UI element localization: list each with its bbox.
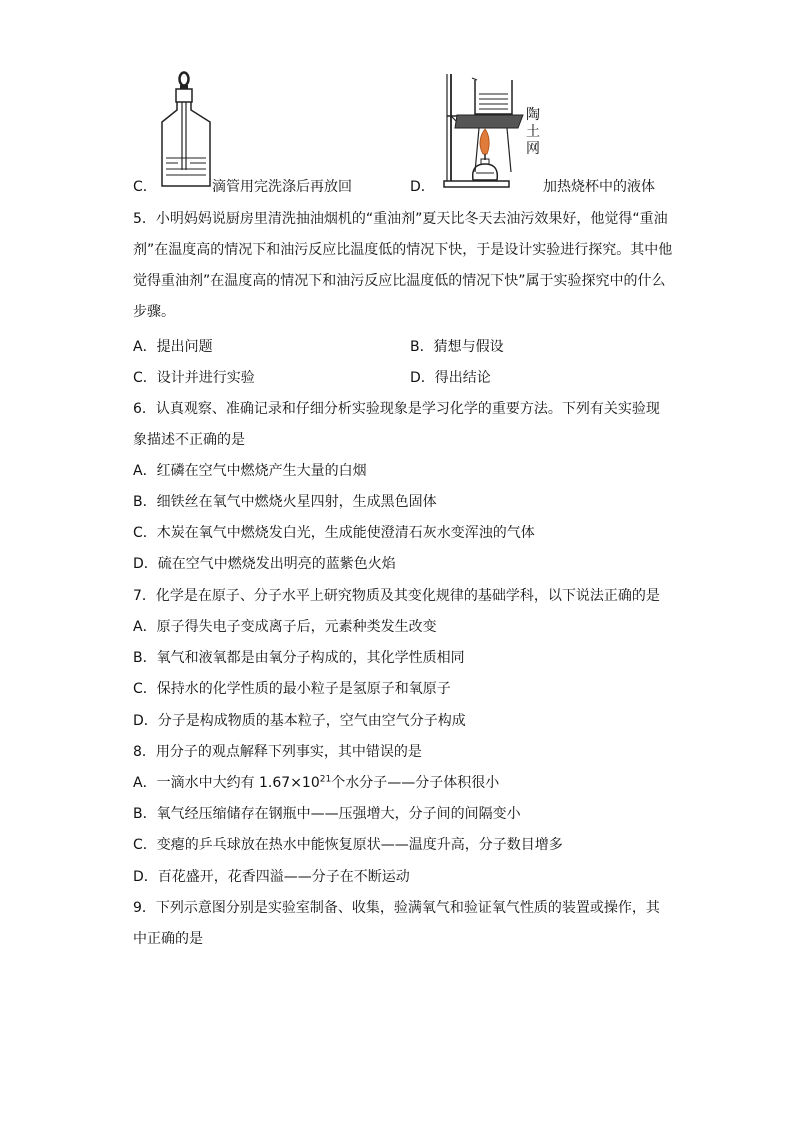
q8-option-a-prefix: A．一滴水中大约有 1.67×10	[133, 775, 320, 791]
q8-option-c: C．变瘪的乒乓球放在热水中能恢复原状——温度升高，分子数目增多	[133, 837, 563, 853]
q6-option-a: A．红磷在空气中燃烧产生大量的白烟	[133, 463, 367, 479]
option-d-letter: D．	[410, 179, 435, 195]
q5-option-a: A．提出问题	[133, 339, 213, 355]
q6-stem-line-2: 象描述不正确的是	[133, 432, 245, 448]
q7-option-a: A．原子得失电子变成离子后，元素种类发生改变	[133, 619, 437, 635]
q9-stem-line-1: 9．下列示意图分别是实验室制备、收集，验满氧气和验证氧气性质的装置或操作，其	[133, 900, 660, 916]
q8-option-a	[133, 774, 499, 792]
q8-option-b: B．氧气经压缩储存在钢瓶中——压强增大，分子间的间隔变小	[133, 806, 521, 822]
option-d-caption: 加热烧杯中的液体	[543, 179, 655, 195]
q5-stem-line-1: 5．小明妈妈说厨房里清洗抽油烟机的“重油剂”夏天比冬天去油污效果好，他觉得“重油	[133, 211, 668, 227]
q7-option-b: B．氧气和液氧都是由氧分子构成的，其化学性质相同	[133, 650, 465, 666]
option-c-letter: C．	[133, 179, 157, 195]
dropper-bottle-illustration	[158, 70, 218, 190]
q5-option-d: D．得出结论	[410, 370, 491, 386]
q9-stem-line-2: 中正确的是	[133, 931, 203, 947]
q7-stem: 7．化学是在原子、分子水平上研究物质及其变化规律的基础学科，以下说法正确的是	[133, 588, 660, 604]
option-c-caption: 滴管用完洗涤后再放回	[212, 179, 352, 195]
q8-stem: 8．用分子的观点解释下列事实，其中错误的是	[133, 744, 422, 760]
q5-stem-line-3: 觉得重油剂”在温度高的情况下和油污反应比温度低的情况下快”属于实验探究中的什么	[133, 273, 666, 289]
q8-option-a-exponent: 21	[319, 774, 332, 785]
q5-option-c: C．设计并进行实验	[133, 370, 255, 386]
q6-stem-line-1: 6．认真观察、准确记录和仔细分析实验现象是学习化学的重要方法。下列有关实验现	[133, 401, 660, 417]
gauze-label-2: 土	[526, 124, 540, 140]
q6-option-d: D．硫在空气中燃烧发出明亮的蓝紫色火焰	[133, 556, 396, 572]
q7-option-c: C．保持水的化学性质的最小粒子是氢原子和氧原子	[133, 681, 451, 697]
q8-option-d: D．百花盛开，花香四溢——分子在不断运动	[133, 869, 410, 885]
q6-option-c: C．木炭在氧气中燃烧发白光，生成能使澄清石灰水变浑浊的气体	[133, 525, 535, 541]
q5-option-b: B．猜想与假设	[410, 339, 504, 355]
q5-stem-line-2: 剂”在温度高的情况下和油污反应比温度低的情况下快，于是设计实验进行探究。其中他	[133, 242, 673, 258]
q7-option-d: D．分子是构成物质的基本粒子，空气由空气分子构成	[133, 713, 466, 729]
q5-stem-line-4: 步骤。	[133, 304, 175, 320]
gauze-label-3: 网	[526, 141, 540, 157]
q8-option-a-suffix: 个水分子——分子体积很小	[331, 775, 500, 791]
gauze-label-1: 陶	[526, 107, 540, 123]
q6-option-b: B．细铁丝在氧气中燃烧火星四射，生成黑色固体	[133, 494, 437, 510]
